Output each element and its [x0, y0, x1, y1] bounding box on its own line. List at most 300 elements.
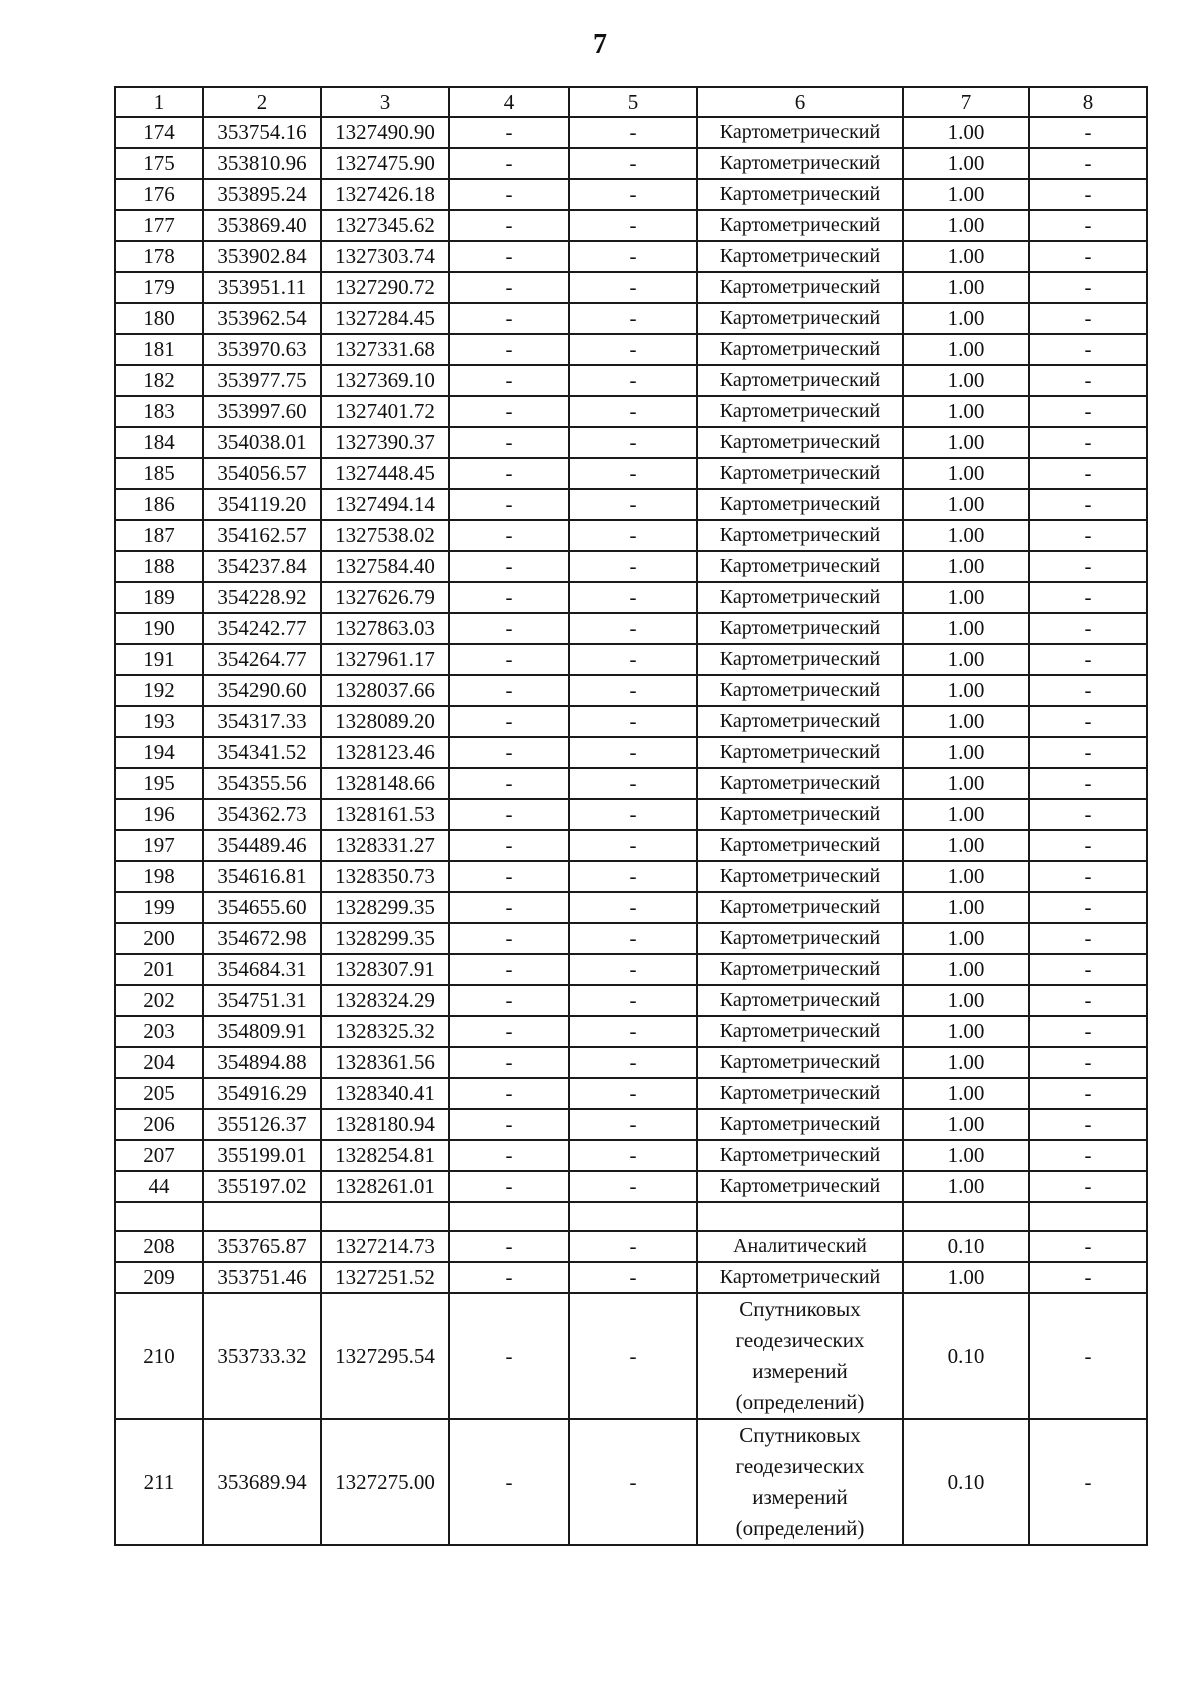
column-8-cell: -	[1029, 520, 1147, 551]
x-coordinate-cell: 354317.33	[203, 706, 321, 737]
method-line: измерений	[752, 1485, 848, 1509]
y-coordinate-cell: 1327390.37	[321, 427, 449, 458]
y-coordinate-cell: 1328325.32	[321, 1016, 449, 1047]
column-4-cell: -	[449, 520, 569, 551]
y-coordinate-cell: 1328123.46	[321, 737, 449, 768]
column-5-cell: -	[569, 551, 697, 582]
accuracy-cell: 1.00	[903, 179, 1029, 210]
column-8-cell: -	[1029, 1140, 1147, 1171]
table-row	[115, 861, 1147, 892]
column-8-cell: -	[1029, 427, 1147, 458]
column-5-cell: -	[569, 1293, 697, 1419]
y-coordinate-cell: 1327295.54	[321, 1293, 449, 1419]
x-coordinate-cell: 353754.16	[203, 117, 321, 148]
method-cell: Картометрический	[697, 1171, 903, 1202]
table-row	[115, 954, 1147, 985]
y-coordinate-cell: 1327494.14	[321, 489, 449, 520]
method-cell: Картометрический	[697, 799, 903, 830]
column-8-cell: -	[1029, 551, 1147, 582]
x-coordinate-cell: 354355.56	[203, 768, 321, 799]
column-header: 2	[203, 87, 321, 117]
column-4-cell: -	[449, 1109, 569, 1140]
table-body	[115, 117, 1147, 1545]
x-coordinate-cell: 353951.11	[203, 272, 321, 303]
coordinates-table	[114, 86, 1148, 1546]
column-8-cell: -	[1029, 272, 1147, 303]
column-5-cell: -	[569, 1262, 697, 1293]
table-row	[115, 1231, 1147, 1262]
column-5-cell: -	[569, 241, 697, 272]
point-number-cell: 191	[115, 644, 203, 675]
accuracy-cell: 0.10	[903, 1419, 1029, 1545]
method-cell: Картометрический	[697, 396, 903, 427]
column-8-cell: -	[1029, 458, 1147, 489]
column-8-cell: -	[1029, 799, 1147, 830]
column-8-cell: -	[1029, 954, 1147, 985]
column-8-cell: -	[1029, 861, 1147, 892]
column-4-cell: -	[449, 1419, 569, 1545]
point-number-cell: 202	[115, 985, 203, 1016]
column-8-cell: -	[1029, 1419, 1147, 1545]
table-row	[115, 1109, 1147, 1140]
point-number-cell: 182	[115, 365, 203, 396]
accuracy-cell: 1.00	[903, 830, 1029, 861]
column-5-cell: -	[569, 117, 697, 148]
table-row	[115, 520, 1147, 551]
column-8-cell: -	[1029, 117, 1147, 148]
accuracy-cell: 1.00	[903, 489, 1029, 520]
accuracy-cell: 1.00	[903, 644, 1029, 675]
accuracy-cell: 1.00	[903, 1109, 1029, 1140]
y-coordinate-cell: 1327475.90	[321, 148, 449, 179]
point-number-cell: 205	[115, 1078, 203, 1109]
y-coordinate-cell: 1328350.73	[321, 861, 449, 892]
x-coordinate-cell: 353902.84	[203, 241, 321, 272]
method-cell: Картометрический	[697, 427, 903, 458]
column-4-cell: -	[449, 799, 569, 830]
method-cell: Картометрический	[697, 241, 903, 272]
column-8-cell: -	[1029, 179, 1147, 210]
column-4-cell: -	[449, 613, 569, 644]
method-line: геодезических	[735, 1454, 865, 1478]
accuracy-cell: 1.00	[903, 148, 1029, 179]
point-number-cell: 197	[115, 830, 203, 861]
point-number-cell: 178	[115, 241, 203, 272]
y-coordinate-cell: 1327303.74	[321, 241, 449, 272]
column-4-cell: -	[449, 117, 569, 148]
method-cell: Картометрический	[697, 117, 903, 148]
method-cell: Картометрический	[697, 179, 903, 210]
y-coordinate-cell: 1328254.81	[321, 1140, 449, 1171]
column-5-cell: -	[569, 1016, 697, 1047]
column-5-cell: -	[569, 1109, 697, 1140]
accuracy-cell: 1.00	[903, 861, 1029, 892]
table-header-row	[115, 87, 1147, 117]
column-header: 7	[903, 87, 1029, 117]
accuracy-cell: 1.00	[903, 210, 1029, 241]
column-8-cell: -	[1029, 923, 1147, 954]
accuracy-cell: 1.00	[903, 520, 1029, 551]
column-5-cell: -	[569, 985, 697, 1016]
column-4-cell: -	[449, 396, 569, 427]
column-5-cell: -	[569, 303, 697, 334]
y-coordinate-cell: 1327331.68	[321, 334, 449, 365]
column-4-cell: -	[449, 458, 569, 489]
method-line: (определений)	[735, 1390, 865, 1414]
table-row	[115, 737, 1147, 768]
column-8-cell: -	[1029, 1016, 1147, 1047]
column-5-cell: -	[569, 861, 697, 892]
empty-cell	[115, 1202, 203, 1231]
column-4-cell: -	[449, 241, 569, 272]
column-8-cell: -	[1029, 675, 1147, 706]
accuracy-cell: 1.00	[903, 427, 1029, 458]
method-cell: Картометрический	[697, 551, 903, 582]
column-5-cell: -	[569, 582, 697, 613]
y-coordinate-cell: 1328180.94	[321, 1109, 449, 1140]
x-coordinate-cell: 353689.94	[203, 1419, 321, 1545]
table-row	[115, 892, 1147, 923]
column-5-cell: -	[569, 1047, 697, 1078]
column-5-cell: -	[569, 892, 697, 923]
table-row	[115, 1016, 1147, 1047]
method-cell: Картометрический	[697, 1078, 903, 1109]
column-5-cell: -	[569, 768, 697, 799]
column-4-cell: -	[449, 985, 569, 1016]
column-4-cell: -	[449, 768, 569, 799]
empty-cell	[449, 1202, 569, 1231]
x-coordinate-cell: 353810.96	[203, 148, 321, 179]
x-coordinate-cell: 354242.77	[203, 613, 321, 644]
point-number-cell: 201	[115, 954, 203, 985]
y-coordinate-cell: 1328089.20	[321, 706, 449, 737]
method-cell: Картометрический	[697, 148, 903, 179]
method-cell: Картометрический	[697, 1016, 903, 1047]
table-row	[115, 117, 1147, 148]
column-5-cell: -	[569, 272, 697, 303]
column-4-cell: -	[449, 737, 569, 768]
column-4-cell: -	[449, 489, 569, 520]
table-row	[115, 179, 1147, 210]
method-cell: Картометрический	[697, 334, 903, 365]
table-row	[115, 272, 1147, 303]
table-row	[115, 334, 1147, 365]
column-4-cell: -	[449, 1293, 569, 1419]
point-number-cell: 203	[115, 1016, 203, 1047]
x-coordinate-cell: 354290.60	[203, 675, 321, 706]
x-coordinate-cell: 355197.02	[203, 1171, 321, 1202]
y-coordinate-cell: 1327538.02	[321, 520, 449, 551]
accuracy-cell: 1.00	[903, 396, 1029, 427]
point-number-cell: 208	[115, 1231, 203, 1262]
x-coordinate-cell: 354038.01	[203, 427, 321, 458]
column-5-cell: -	[569, 830, 697, 861]
column-8-cell: -	[1029, 985, 1147, 1016]
column-8-cell: -	[1029, 706, 1147, 737]
point-number-cell: 190	[115, 613, 203, 644]
x-coordinate-cell: 354655.60	[203, 892, 321, 923]
column-5-cell: -	[569, 520, 697, 551]
table-row	[115, 768, 1147, 799]
method-cell	[697, 1419, 903, 1545]
column-8-cell: -	[1029, 582, 1147, 613]
accuracy-cell: 1.00	[903, 675, 1029, 706]
method-cell: Картометрический	[697, 1140, 903, 1171]
table-row	[115, 582, 1147, 613]
column-8-cell: -	[1029, 644, 1147, 675]
accuracy-cell: 1.00	[903, 365, 1029, 396]
x-coordinate-cell: 354228.92	[203, 582, 321, 613]
method-cell: Картометрический	[697, 985, 903, 1016]
column-5-cell: -	[569, 675, 697, 706]
point-number-cell: 193	[115, 706, 203, 737]
y-coordinate-cell: 1327961.17	[321, 644, 449, 675]
column-8-cell: -	[1029, 1171, 1147, 1202]
accuracy-cell: 1.00	[903, 954, 1029, 985]
point-number-cell: 185	[115, 458, 203, 489]
column-4-cell: -	[449, 923, 569, 954]
accuracy-cell: 1.00	[903, 303, 1029, 334]
method-cell: Картометрический	[697, 1047, 903, 1078]
x-coordinate-cell: 354489.46	[203, 830, 321, 861]
column-8-cell: -	[1029, 1293, 1147, 1419]
table-row	[115, 985, 1147, 1016]
point-number-cell: 198	[115, 861, 203, 892]
point-number-cell: 180	[115, 303, 203, 334]
method-line: (определений)	[735, 1516, 865, 1540]
accuracy-cell: 1.00	[903, 706, 1029, 737]
column-header: 1	[115, 87, 203, 117]
point-number-cell: 194	[115, 737, 203, 768]
column-5-cell: -	[569, 148, 697, 179]
column-8-cell: -	[1029, 892, 1147, 923]
column-header: 3	[321, 87, 449, 117]
y-coordinate-cell: 1327345.62	[321, 210, 449, 241]
method-cell: Картометрический	[697, 489, 903, 520]
y-coordinate-cell: 1327448.45	[321, 458, 449, 489]
method-cell: Картометрический	[697, 458, 903, 489]
x-coordinate-cell: 354264.77	[203, 644, 321, 675]
method-cell: Картометрический	[697, 737, 903, 768]
accuracy-cell: 0.10	[903, 1231, 1029, 1262]
column-5-cell: -	[569, 1231, 697, 1262]
column-5-cell: -	[569, 179, 697, 210]
point-number-cell: 187	[115, 520, 203, 551]
accuracy-cell: 1.00	[903, 551, 1029, 582]
x-coordinate-cell: 353977.75	[203, 365, 321, 396]
accuracy-cell: 1.00	[903, 1016, 1029, 1047]
point-number-cell: 209	[115, 1262, 203, 1293]
x-coordinate-cell: 354362.73	[203, 799, 321, 830]
accuracy-cell: 1.00	[903, 272, 1029, 303]
method-cell: Картометрический	[697, 706, 903, 737]
column-4-cell: -	[449, 582, 569, 613]
y-coordinate-cell: 1328037.66	[321, 675, 449, 706]
column-4-cell: -	[449, 892, 569, 923]
y-coordinate-cell: 1327290.72	[321, 272, 449, 303]
column-5-cell: -	[569, 1171, 697, 1202]
x-coordinate-cell: 353970.63	[203, 334, 321, 365]
column-8-cell: -	[1029, 768, 1147, 799]
table-row	[115, 1078, 1147, 1109]
method-cell: Картометрический	[697, 613, 903, 644]
accuracy-cell: 1.00	[903, 582, 1029, 613]
x-coordinate-cell: 354751.31	[203, 985, 321, 1016]
table-row	[115, 365, 1147, 396]
point-number-cell: 44	[115, 1171, 203, 1202]
column-4-cell: -	[449, 644, 569, 675]
method-cell: Картометрический	[697, 520, 903, 551]
x-coordinate-cell: 353895.24	[203, 179, 321, 210]
y-coordinate-cell: 1327626.79	[321, 582, 449, 613]
method-cell: Картометрический	[697, 582, 903, 613]
point-number-cell: 181	[115, 334, 203, 365]
point-number-cell: 204	[115, 1047, 203, 1078]
y-coordinate-cell: 1328340.41	[321, 1078, 449, 1109]
point-number-cell: 174	[115, 117, 203, 148]
x-coordinate-cell: 354341.52	[203, 737, 321, 768]
accuracy-cell: 1.00	[903, 737, 1029, 768]
table-row	[115, 427, 1147, 458]
table-row	[115, 1047, 1147, 1078]
column-8-cell: -	[1029, 489, 1147, 520]
column-5-cell: -	[569, 1419, 697, 1545]
column-5-cell: -	[569, 396, 697, 427]
accuracy-cell: 1.00	[903, 458, 1029, 489]
method-cell: Картометрический	[697, 923, 903, 954]
column-4-cell: -	[449, 1016, 569, 1047]
column-header: 8	[1029, 87, 1147, 117]
method-cell: Картометрический	[697, 892, 903, 923]
table-row	[115, 644, 1147, 675]
column-4-cell: -	[449, 1262, 569, 1293]
column-header: 5	[569, 87, 697, 117]
table-row	[115, 799, 1147, 830]
column-4-cell: -	[449, 675, 569, 706]
point-number-cell: 211	[115, 1419, 203, 1545]
method-cell: Картометрический	[697, 272, 903, 303]
column-4-cell: -	[449, 148, 569, 179]
point-number-cell: 200	[115, 923, 203, 954]
x-coordinate-cell: 354672.98	[203, 923, 321, 954]
accuracy-cell: 1.00	[903, 1078, 1029, 1109]
y-coordinate-cell: 1327584.40	[321, 551, 449, 582]
column-8-cell: -	[1029, 1262, 1147, 1293]
column-8-cell: -	[1029, 148, 1147, 179]
column-8-cell: -	[1029, 334, 1147, 365]
x-coordinate-cell: 354684.31	[203, 954, 321, 985]
method-cell: Картометрический	[697, 1109, 903, 1140]
column-8-cell: -	[1029, 613, 1147, 644]
x-coordinate-cell: 354119.20	[203, 489, 321, 520]
x-coordinate-cell: 353997.60	[203, 396, 321, 427]
x-coordinate-cell: 354162.57	[203, 520, 321, 551]
point-number-cell: 189	[115, 582, 203, 613]
method-cell: Картометрический	[697, 954, 903, 985]
column-4-cell: -	[449, 706, 569, 737]
accuracy-cell: 1.00	[903, 768, 1029, 799]
method-line: геодезических	[735, 1328, 865, 1352]
column-4-cell: -	[449, 179, 569, 210]
column-4-cell: -	[449, 1231, 569, 1262]
point-number-cell: 196	[115, 799, 203, 830]
accuracy-cell: 1.00	[903, 1047, 1029, 1078]
column-4-cell: -	[449, 1078, 569, 1109]
y-coordinate-cell: 1328331.27	[321, 830, 449, 861]
column-8-cell: -	[1029, 241, 1147, 272]
empty-cell	[203, 1202, 321, 1231]
table-row	[115, 923, 1147, 954]
column-5-cell: -	[569, 954, 697, 985]
empty-cell	[1029, 1202, 1147, 1231]
table-row	[115, 1140, 1147, 1171]
y-coordinate-cell: 1327490.90	[321, 117, 449, 148]
table-row	[115, 1262, 1147, 1293]
x-coordinate-cell: 353733.32	[203, 1293, 321, 1419]
column-4-cell: -	[449, 365, 569, 396]
y-coordinate-cell: 1328361.56	[321, 1047, 449, 1078]
accuracy-cell: 0.10	[903, 1293, 1029, 1419]
y-coordinate-cell: 1328261.01	[321, 1171, 449, 1202]
column-8-cell: -	[1029, 365, 1147, 396]
table-row	[115, 458, 1147, 489]
column-4-cell: -	[449, 954, 569, 985]
table-row	[115, 830, 1147, 861]
point-number-cell: 176	[115, 179, 203, 210]
column-5-cell: -	[569, 799, 697, 830]
y-coordinate-cell: 1328161.53	[321, 799, 449, 830]
column-8-cell: -	[1029, 1047, 1147, 1078]
method-line: измерений	[752, 1359, 848, 1383]
x-coordinate-cell: 354916.29	[203, 1078, 321, 1109]
empty-cell	[903, 1202, 1029, 1231]
column-header: 4	[449, 87, 569, 117]
column-4-cell: -	[449, 210, 569, 241]
method-cell: Картометрический	[697, 861, 903, 892]
x-coordinate-cell: 353962.54	[203, 303, 321, 334]
accuracy-cell: 1.00	[903, 1171, 1029, 1202]
y-coordinate-cell: 1327214.73	[321, 1231, 449, 1262]
point-number-cell: 175	[115, 148, 203, 179]
method-cell: Картометрический	[697, 365, 903, 396]
empty-table-row	[115, 1202, 1147, 1231]
column-4-cell: -	[449, 272, 569, 303]
column-4-cell: -	[449, 551, 569, 582]
table-row	[115, 551, 1147, 582]
point-number-cell: 195	[115, 768, 203, 799]
method-cell: Картометрический	[697, 644, 903, 675]
accuracy-cell: 1.00	[903, 334, 1029, 365]
column-5-cell: -	[569, 613, 697, 644]
column-4-cell: -	[449, 303, 569, 334]
accuracy-cell: 1.00	[903, 985, 1029, 1016]
point-number-cell: 186	[115, 489, 203, 520]
table-row	[115, 148, 1147, 179]
table-row	[115, 675, 1147, 706]
x-coordinate-cell: 355126.37	[203, 1109, 321, 1140]
table-row	[115, 210, 1147, 241]
method-line: Спутниковых	[739, 1297, 861, 1321]
y-coordinate-cell: 1327426.18	[321, 179, 449, 210]
column-5-cell: -	[569, 427, 697, 458]
table-row	[115, 396, 1147, 427]
accuracy-cell: 1.00	[903, 241, 1029, 272]
point-number-cell: 188	[115, 551, 203, 582]
column-4-cell: -	[449, 861, 569, 892]
x-coordinate-cell: 354616.81	[203, 861, 321, 892]
table-row	[115, 489, 1147, 520]
y-coordinate-cell: 1328148.66	[321, 768, 449, 799]
